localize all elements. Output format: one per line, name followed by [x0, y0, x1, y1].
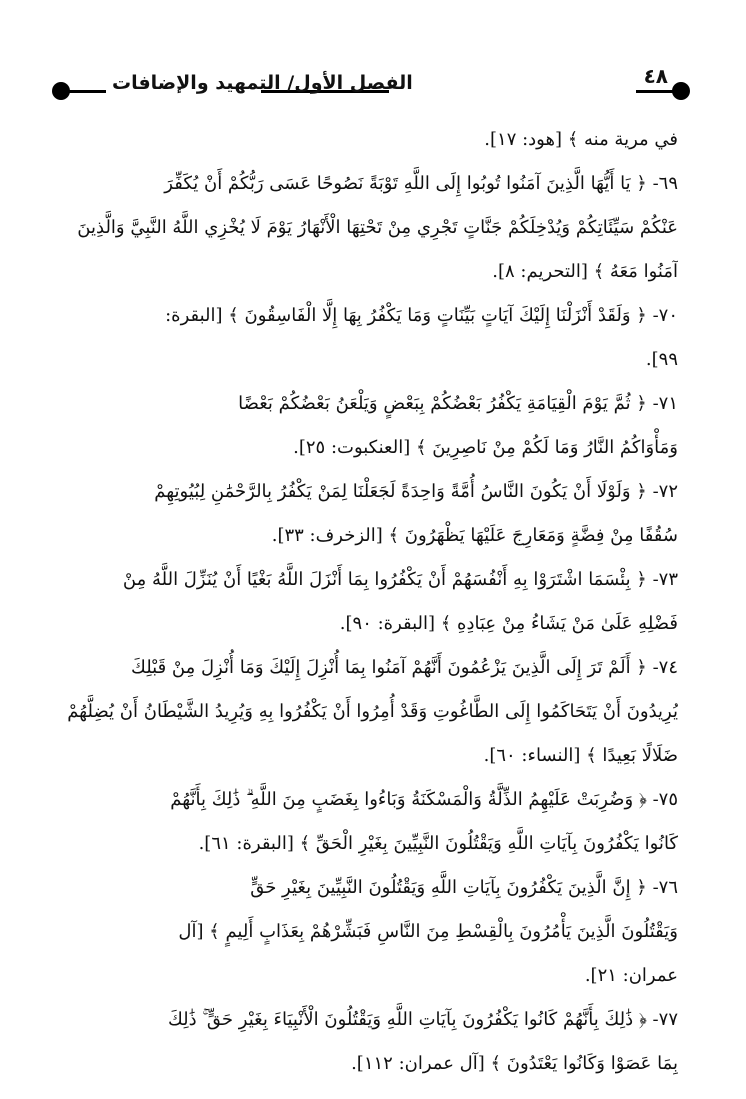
page-number: ٤٨ [643, 64, 668, 88]
text-line: عمران: ٢١]. [584, 965, 678, 986]
text-line: في مرية منه ﴾ [هود: ١٧]. [484, 129, 678, 150]
text-line: ٧٣- ﴿ بِئْسَمَا اشْتَرَوْا بِهِ أَنْفُسَهُمْ أَنْ يَكْفُرُوا بِمَا أَنْزَلَ اللَّهُ بَغْيًا أَنْ يُنَزِّلَ اللَّهُ مِنْ [122, 569, 678, 590]
text-line: وَيَقْتُلُونَ الَّذِينَ يَأْمُرُونَ بِالْقِسْطِ مِنَ النَّاسِ فَبَشِّرْهُمْ بِعَذَابٍ أَلِيمٍ ﴾ [آل [178, 921, 678, 942]
text-line: ٩٩]. [645, 349, 678, 370]
text-line: ضَلَالًا بَعِيدًا ﴾ [النساء: ٦٠]. [483, 745, 678, 766]
text-line: سُقُفًا مِنْ فِضَّةٍ وَمَعَارِجَ عَلَيْهَا يَظْهَرُونَ ﴾ [الزخرف: ٣٣]. [271, 525, 678, 546]
header-rule-right [636, 90, 676, 93]
header-dot-left [52, 82, 70, 100]
text-line: وَمَأْوَاكُمُ النَّارُ وَمَا لَكُمْ مِنْ نَاصِرِينَ ﴾ [العنكبوت: ٢٥]. [293, 437, 678, 458]
page-header [52, 66, 676, 110]
text-line: ٧٠- ﴿ وَلَقَدْ أَنْزَلْنَا إِلَيْكَ آيَاتٍ بَيِّنَاتٍ وَمَا يَكْفُرُ بِهَا إِلَّا الْفَاسِقُونَ ﴾ [البقرة: [165, 305, 678, 326]
text-line: ٧٢- ﴿ وَلَوْلَا أَنْ يَكُونَ النَّاسُ أُمَّةً وَاحِدَةً لَجَعَلْنَا لِمَنْ يَكْفُرُ بِالرَّحْمَٰنِ لِبُيُوتِهِمْ [154, 481, 678, 502]
text-line: ٧٧- ﴿ ذَٰلِكَ بِأَنَّهُمْ كَانُوا يَكْفُرُونَ بِآيَاتِ اللَّهِ وَيَقْتُلُونَ الْأَنْبِيَاءَ بِغَيْرِ حَقٍّ ۚ ذَٰلِكَ [168, 1009, 678, 1030]
text-line: ٧٤- ﴿ أَلَمْ تَرَ إِلَى الَّذِينَ يَزْعُمُونَ أَنَّهُمْ آمَنُوا بِمَا أُنْزِلَ إِلَيْكَ وَمَا أُنْزِلَ مِنْ قَبْلِكَ [131, 657, 678, 678]
text-line: عَنْكُمْ سَيِّئَاتِكُمْ وَيُدْخِلَكُمْ جَنَّاتٍ تَجْرِي مِنْ تَحْتِهَا الْأَنْهَارُ يَوْمَ لَا يُخْزِي اللَّهُ النَّبِيَّ وَالَّذِينَ [77, 217, 678, 238]
text-line: كَانُوا يَكْفُرُونَ بِآيَاتِ اللَّهِ وَيَقْتُلُونَ النَّبِيِّينَ بِغَيْرِ الْحَقِّ ﴾ [البقرة: ٦١]. [198, 833, 678, 854]
text-line: ٧٦- ﴿ إِنَّ الَّذِينَ يَكْفُرُونَ بِآيَاتِ اللَّهِ وَيَقْتُلُونَ النَّبِيِّينَ بِغَيْرِ حَقٍّ [250, 877, 678, 898]
chapter-title: الفصل الأول/ التمهيد والإضافات [112, 72, 413, 94]
text-line: فَضْلِهِ عَلَىٰ مَنْ يَشَاءُ مِنْ عِبَادِهِ ﴾ [البقرة: ٩٠]. [339, 613, 678, 634]
text-line: آمَنُوا مَعَهُ ﴾ [التحريم: ٨]. [492, 261, 678, 282]
header-rule-left [66, 90, 106, 93]
text-line: بِمَا عَصَوْا وَكَانُوا يَعْتَدُونَ ﴾ [آل عمران: ١١٢]. [351, 1053, 678, 1074]
text-line: ٦٩- ﴿ يَا أَيُّهَا الَّذِينَ آمَنُوا تُوبُوا إِلَى اللَّهِ تَوْبَةً نَصُوحًا عَسَى رَبُّكُمْ أَنْ يُكَفِّرَ [164, 173, 678, 194]
text-line: يُرِيدُونَ أَنْ يَتَحَاكَمُوا إِلَى الطَّاغُوتِ وَقَدْ أُمِرُوا أَنْ يَكْفُرُوا بِهِ وَيُرِيدُ الشَّيْطَانُ أَنْ يُضِلَّهُمْ [67, 701, 678, 722]
text-line: ٧١- ﴿ ثُمَّ يَوْمَ الْقِيَامَةِ يَكْفُرُ بَعْضُكُمْ بِبَعْضٍ وَيَلْعَنُ بَعْضُكُمْ بَعْضًا [238, 393, 678, 414]
verse-list [62, 118, 678, 1086]
text-line: ٧٥- ﴿ وَضُرِبَتْ عَلَيْهِمُ الذِّلَّةُ وَالْمَسْكَنَةُ وَبَاءُوا بِغَضَبٍ مِنَ اللَّهِ ۗ ذَٰلِكَ بِأَنَّهُمْ [170, 789, 678, 810]
